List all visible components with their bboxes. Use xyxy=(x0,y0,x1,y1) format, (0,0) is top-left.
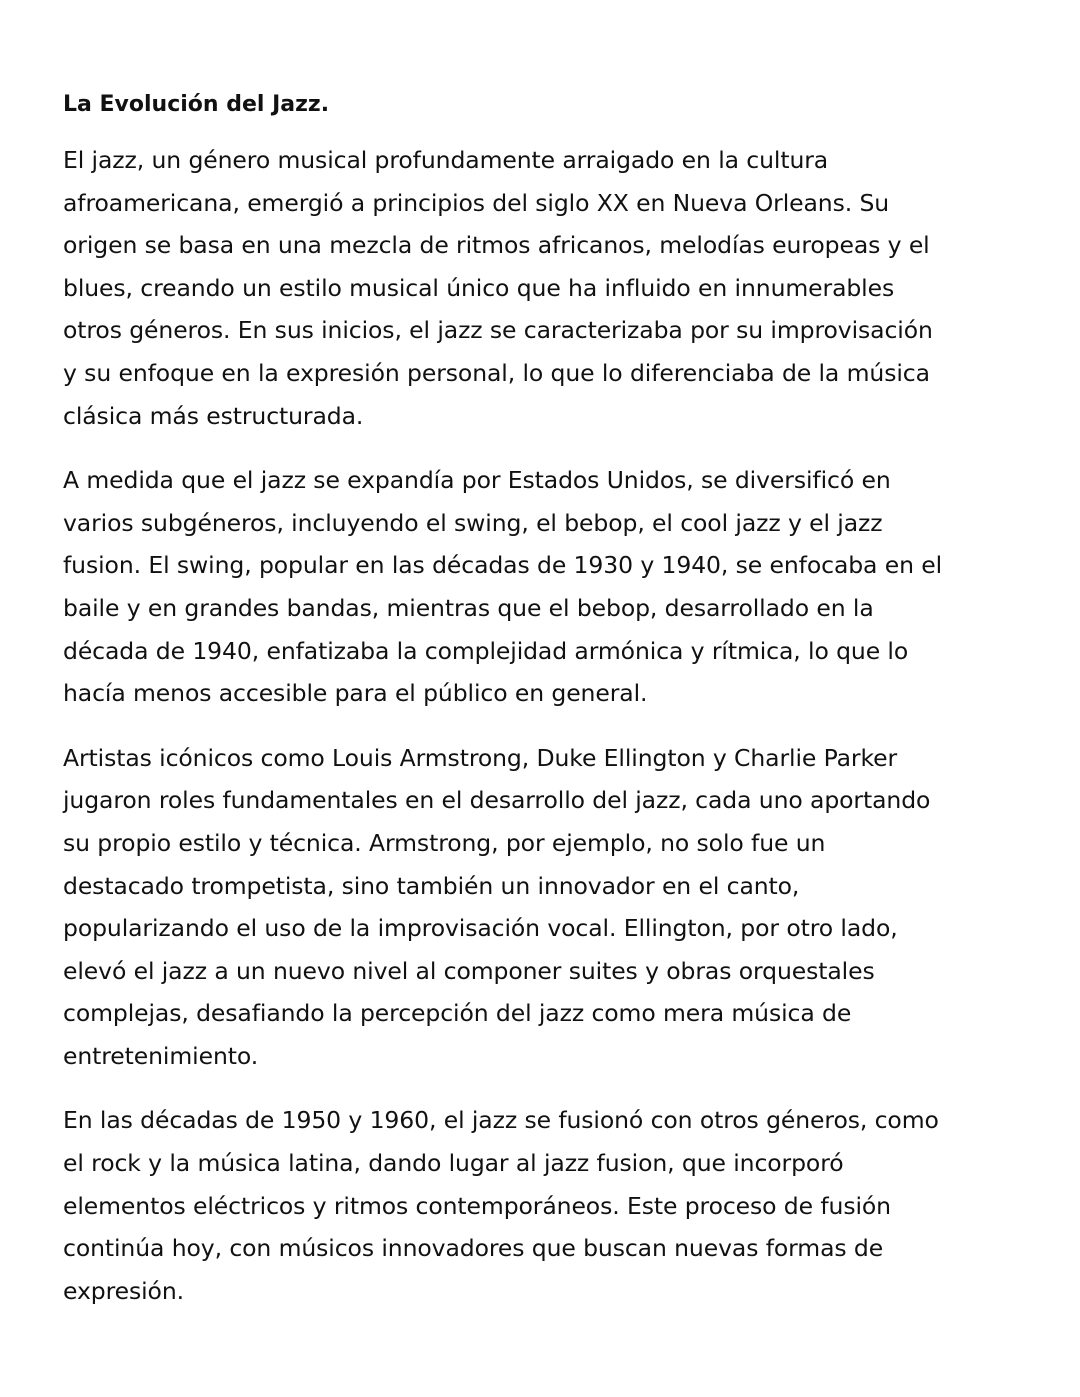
paragraph-artists: Artistas icónicos como Louis Armstrong, Duke Ellington y Charlie Parker jugaron roles fundamentales en el desarrollo del jazz, cada uno aportando su propio estilo y técnica. Armstrong, por ejemplo, no solo fue un destacado trompetista, sino también un innovador en el canto, popularizando el uso de la improvisación vocal. Ellington, por otro lado, elevó el jazz a un nuevo nivel al componer suites y obras orquestales complejas, desafiando la percepción del jazz como mera música de entretenimiento. xyxy=(63,743,931,1070)
paragraph-subgenres: A medida que el jazz se expandía por Estados Unidos, se diversificó en varios subgéneros, incluyendo el swing, el bebop, el cool jazz y el jazz fusion. El swing, popular en las décadas de 1930 y 1940, se enfocaba en el baile y en grandes bandas, mientras que el bebop, desarrollado en la década de 1940, enfatizaba la complejidad armónica y rítmica, lo que lo hacía menos accesible para el público en general. xyxy=(63,466,943,708)
document-title: La Evolución del Jazz. xyxy=(63,92,330,117)
paragraph-fusion: En las décadas de 1950 y 1960, el jazz se fusionó con otros géneros, como el rock y la música latina, dando lugar al jazz fusion, que incorporó elementos eléctricos y ritmos contemporáneos. Este proceso de fusión continúa hoy, con músicos innovadores que buscan nuevas formas de expresión. xyxy=(63,1106,939,1305)
paragraph-origins: El jazz, un género musical profundamente arraigado en la cultura afroamericana, emergió a principios del siglo XX en Nueva Orleans. Su origen se basa en una mezcla de ritmos africanos, melodías europeas y el blues, creando un estilo musical único que ha influido en innumerables otros géneros. En sus inicios, el jazz se caracterizaba por su improvisación y su enfoque en la expresión personal, lo que lo diferenciaba de la música clásica más estructurada. xyxy=(63,146,933,430)
document-body xyxy=(63,86,948,1334)
